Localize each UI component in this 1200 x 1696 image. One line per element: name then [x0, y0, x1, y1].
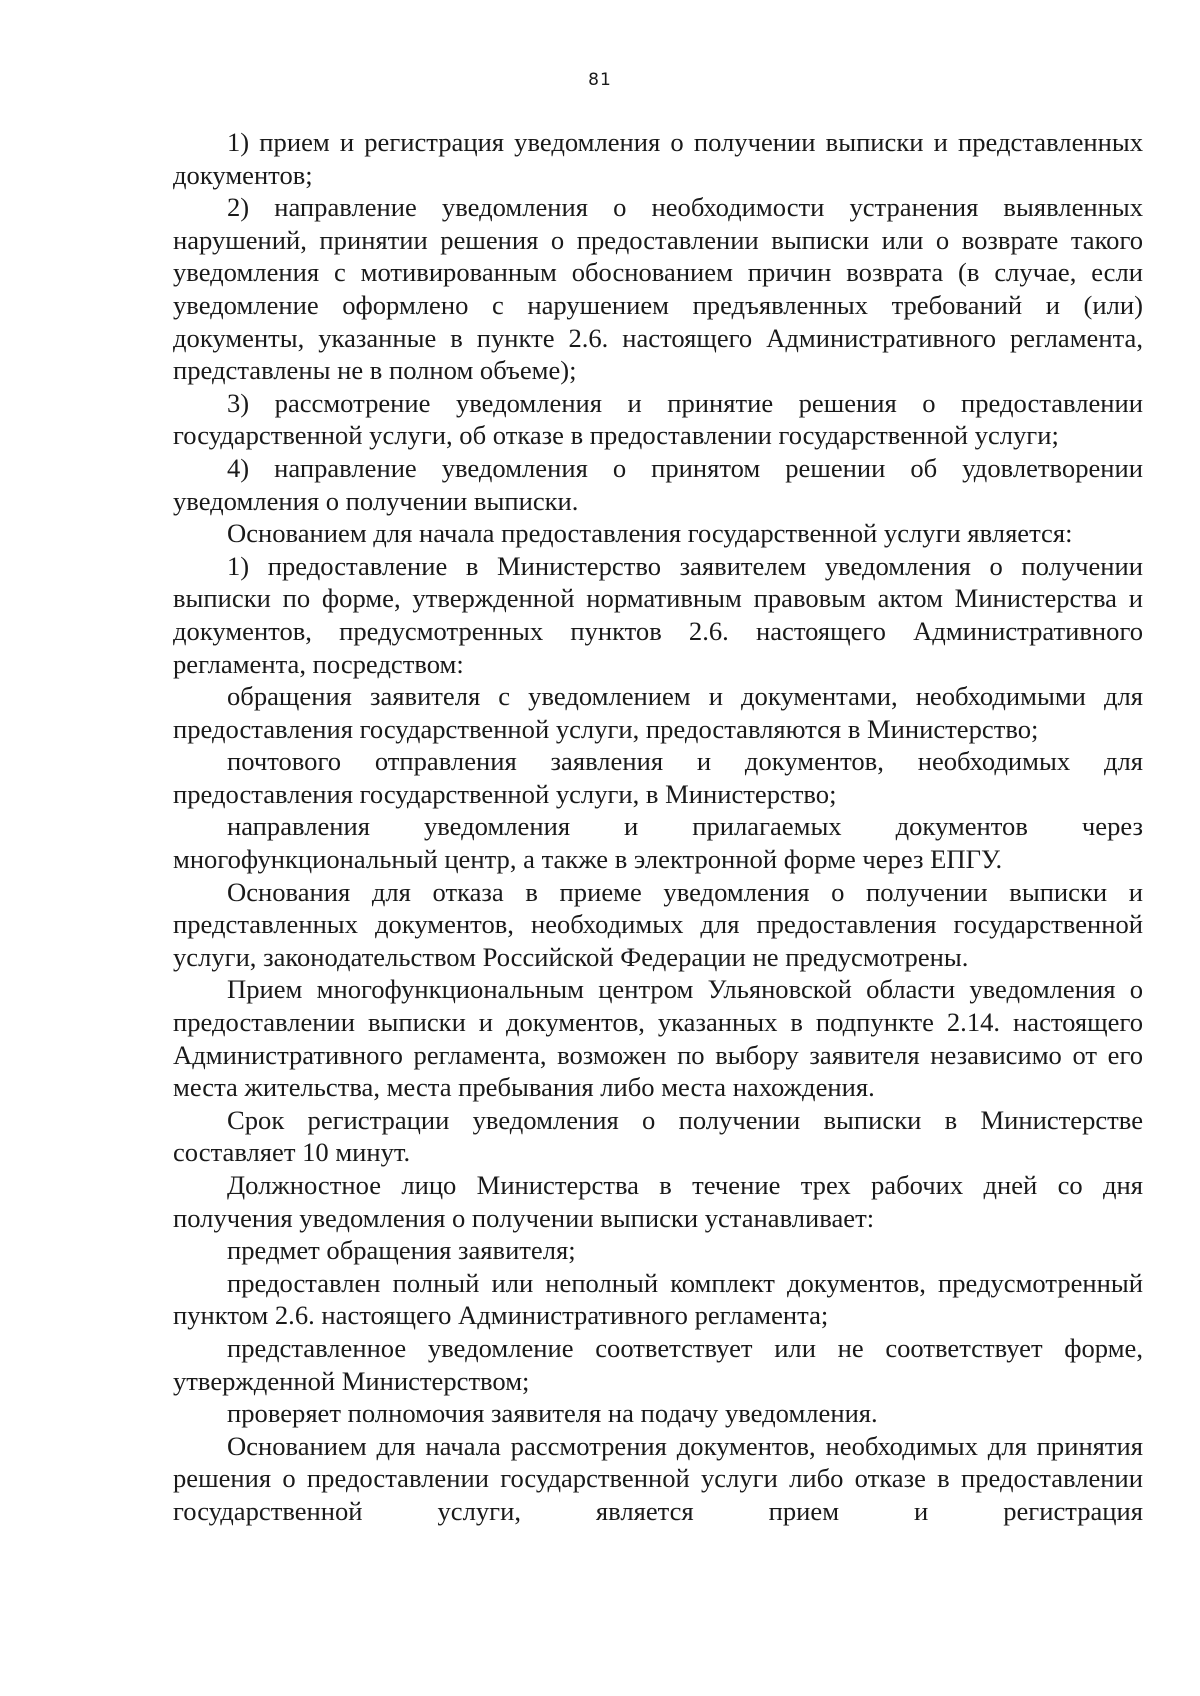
paragraph: почтового отправления заявления и документов, необходимых для предоставления государственной услуги, в Министерство;	[173, 746, 1143, 809]
paragraph: Основания для отказа в приеме уведомления о получении выписки и представленных документов, необходимых для предоставления государственной услуги, законодательством Российской Федерации не предусмотрены.	[173, 876, 1143, 972]
paragraph: 1) прием и регистрация уведомления о получении выписки и представленных документов;	[173, 127, 1143, 190]
page-number: 81	[588, 70, 612, 90]
paragraph: проверяет полномочия заявителя на подачу уведомления.	[227, 1398, 878, 1429]
paragraph: Основанием для начала рассмотрения документов, необходимых для принятия решения о предоставлении государственной услуги либо отказе в предоставлении государственной услуги, является прием и регистрация	[173, 1430, 1143, 1526]
paragraph: Основанием для начала предоставления государственной услуги является:	[227, 518, 1073, 549]
paragraph: 4) направление уведомления о принятом решении об удовлетворении уведомления о получении выписки.	[173, 452, 1143, 516]
paragraph: 2) направление уведомления о необходимости устранения выявленных нарушений, принятии решения о предоставлении выписки или о возврате такого уведомления с мотивированным обоснованием причин возврата (в случае, если уведомление оформлено с нарушением предъявленных требований и (или) документы, указанные в пункте 2.6. настоящего Административного регламента, представлены не в полном объеме);	[173, 192, 1143, 386]
paragraph: предоставлен полный или неполный комплект документов, предусмотренный пунктом 2.6. настоящего Административного регламента;	[173, 1267, 1143, 1331]
paragraph: направления уведомления и прилагаемых документов через многофункциональный центр, а также в электронной форме через ЕПГУ.	[173, 811, 1143, 875]
paragraph: Прием многофункциональным центром Ульяновской области уведомления о предоставлении выписки и документов, указанных в подпункте 2.14. настоящего Административного регламента, возможен по выбору заявителя независимо от его места жительства, места пребывания либо места нахождения.	[173, 974, 1143, 1103]
paragraph: обращения заявителя с уведомлением и документами, необходимыми для предоставления государственной услуги, предоставляются в Министерство;	[173, 681, 1143, 744]
paragraph: Должностное лицо Министерства в течение трех рабочих дней со дня получения уведомления о получении выписки устанавливает:	[173, 1170, 1143, 1233]
paragraph: предмет обращения заявителя;	[227, 1235, 576, 1266]
paragraph: Срок регистрации уведомления о получении выписки в Министерстве составляет 10 минут.	[173, 1104, 1143, 1168]
paragraph: представленное уведомление соответствует или не соответствует форме, утвержденной Министерством;	[173, 1332, 1143, 1396]
paragraph: 1) предоставление в Министерство заявителем уведомления о получении выписки по форме, утвержденной нормативным правовым актом Министерства и документов, предусмотренных пунктов 2.6. настоящего Административного регламента, посредством:	[173, 550, 1143, 679]
document-body	[173, 126, 1143, 1528]
paragraph: 3) рассмотрение уведомления и принятие решения о предоставлении государственной услуги, об отказе в предоставлении государственной услуги;	[173, 387, 1143, 451]
